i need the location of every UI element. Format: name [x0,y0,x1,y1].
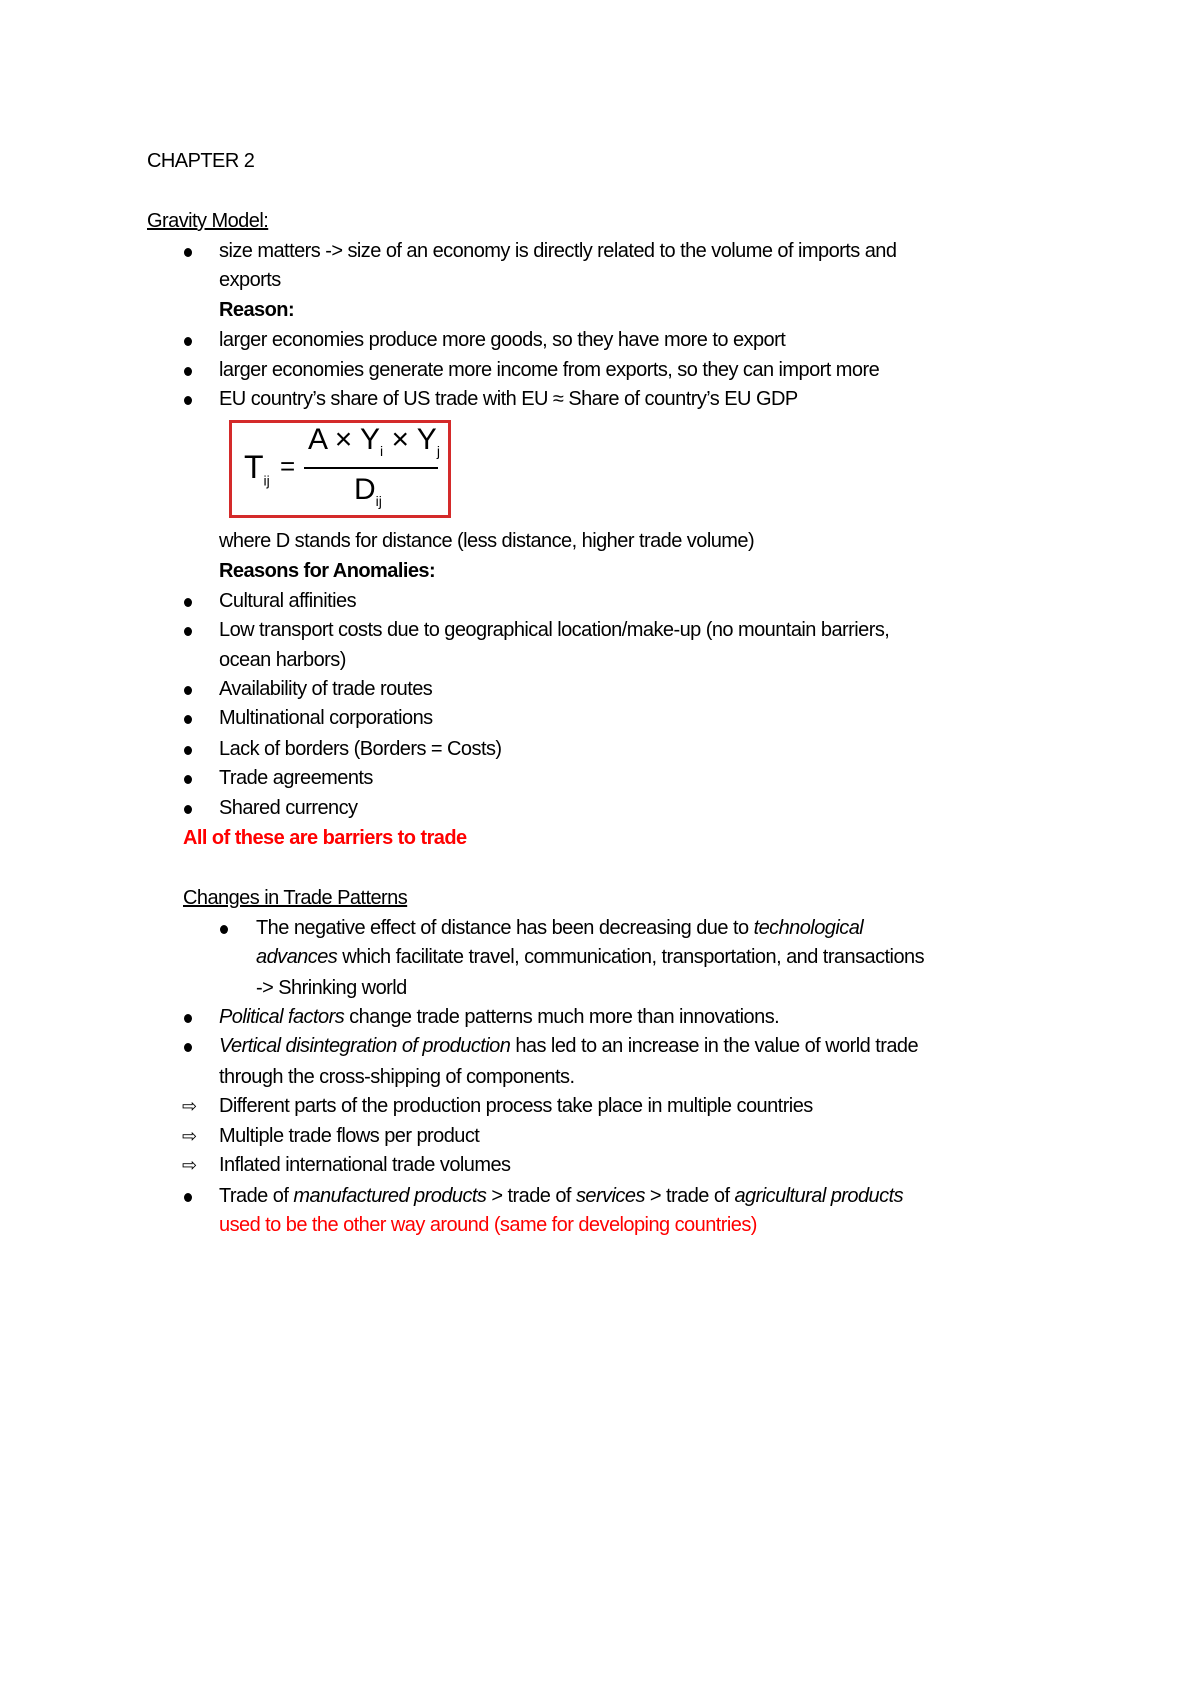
fraction-bar [304,467,438,469]
anomaly-item: Lack of borders (Borders = Costs) [219,738,502,760]
text-span: The negative effect of distance has been decreasing due to [256,917,754,939]
gravity-heading: Gravity Model: [147,210,269,232]
text-span: > trade of [486,1185,576,1207]
reason-label: Reason: [219,299,295,321]
italic-term: Political factors [219,1006,345,1028]
bullet-icon [184,327,192,353]
chapter-title: CHAPTER 2 [147,150,255,172]
italic-term: manufactured products [293,1185,487,1207]
formula-d-sub: ij [375,493,382,509]
bullet-icon [184,1183,192,1209]
barriers-note: All of these are barriers to trade [183,827,467,849]
anomaly-item: Low transport costs due to geographical location/make-up (no mountain barriers, [219,619,890,641]
gravity-item-3: larger economies generate more income from exports, so they can import more [219,359,880,381]
anomaly-item: Trade agreements [219,767,373,789]
bullet-icon [184,1004,192,1030]
bullet-icon [184,1033,192,1059]
formula-denominator [354,473,382,509]
changes-item-2 [219,1004,779,1030]
bullet-icon [184,795,192,821]
bullet-icon [184,588,192,614]
arrow-bullet-icon: ⇨ [182,1096,198,1116]
bullet-icon [184,736,192,762]
arrow-bullet-icon: ⇨ [182,1155,198,1175]
arrow-item: Inflated international trade volumes [219,1154,511,1176]
italic-term: agricultural products [734,1185,904,1207]
italic-term: advances [256,946,338,968]
formula-num-i: i [380,443,384,459]
changes-heading: Changes in Trade Patterns [183,887,408,909]
formula-num-a: A × Y [308,423,381,456]
changes-item-1-cont [256,944,924,970]
anomaly-item: Availability of trade routes [219,678,433,700]
text-span: which facilitate travel, communication, transportation, and transactions [337,946,925,968]
anomaly-item: Cultural affinities [219,590,357,612]
changes-item-3 [219,1033,918,1059]
text-span: has led to an increase in the value of world trade [510,1035,919,1057]
italic-term: services [575,1185,645,1207]
anomaly-item-cont: ocean harbors) [219,649,346,671]
gravity-item-4: EU country’s share of US trade with EU ≈ Share of country’s EU GDP [219,388,798,410]
arrow-item: Multiple trade flows per product [219,1125,480,1147]
formula-t-sub: ij [263,472,270,489]
bullet-icon [184,386,192,412]
formula-d: D [354,473,376,506]
anomaly-item: Shared currency [219,797,358,819]
arrow-item: Different parts of the production process take place in multiple countries [219,1095,813,1117]
text-span: > trade of [644,1185,735,1207]
bullet-icon [184,676,192,702]
formula-num-x: × Y [383,423,437,456]
bullet-icon [184,357,192,383]
where-text: where D stands for distance (less distance, higher trade volume) [219,530,755,552]
formula-lhs [244,449,270,488]
gravity-item-1-cont: exports [219,269,281,291]
italic-term: technological [753,917,864,939]
italic-term: Vertical disintegration of production [219,1035,511,1057]
formula-t: T [244,449,264,485]
reversal-note: used to be the other way around (same for developing countries) [219,1214,757,1236]
bullet-icon [220,915,228,941]
formula-numerator [308,423,440,459]
bullet-icon [184,765,192,791]
anomalies-label: Reasons for Anomalies: [219,560,436,582]
formula-equals: = [280,451,296,481]
changes-item-4 [219,1183,903,1209]
arrow-bullet-icon: ⇨ [182,1126,198,1146]
bullet-icon [184,705,192,731]
gravity-item-2: larger economies produce more goods, so they have more to export [219,329,786,351]
text-span: Trade of [219,1185,294,1207]
gravity-formula [229,420,451,518]
anomaly-item: Multinational corporations [219,707,433,729]
formula-num-j: j [436,443,440,459]
gravity-item-1: size matters -> size of an economy is directly related to the volume of imports and [219,240,897,262]
changes-item-1-cont2: -> Shrinking world [256,977,407,999]
bullet-icon [184,617,192,643]
changes-item-3-cont: through the cross-shipping of components. [219,1066,575,1088]
bullet-icon [184,238,192,264]
text-span: change trade patterns much more than innovations. [344,1006,780,1028]
changes-item-1 [256,915,863,941]
